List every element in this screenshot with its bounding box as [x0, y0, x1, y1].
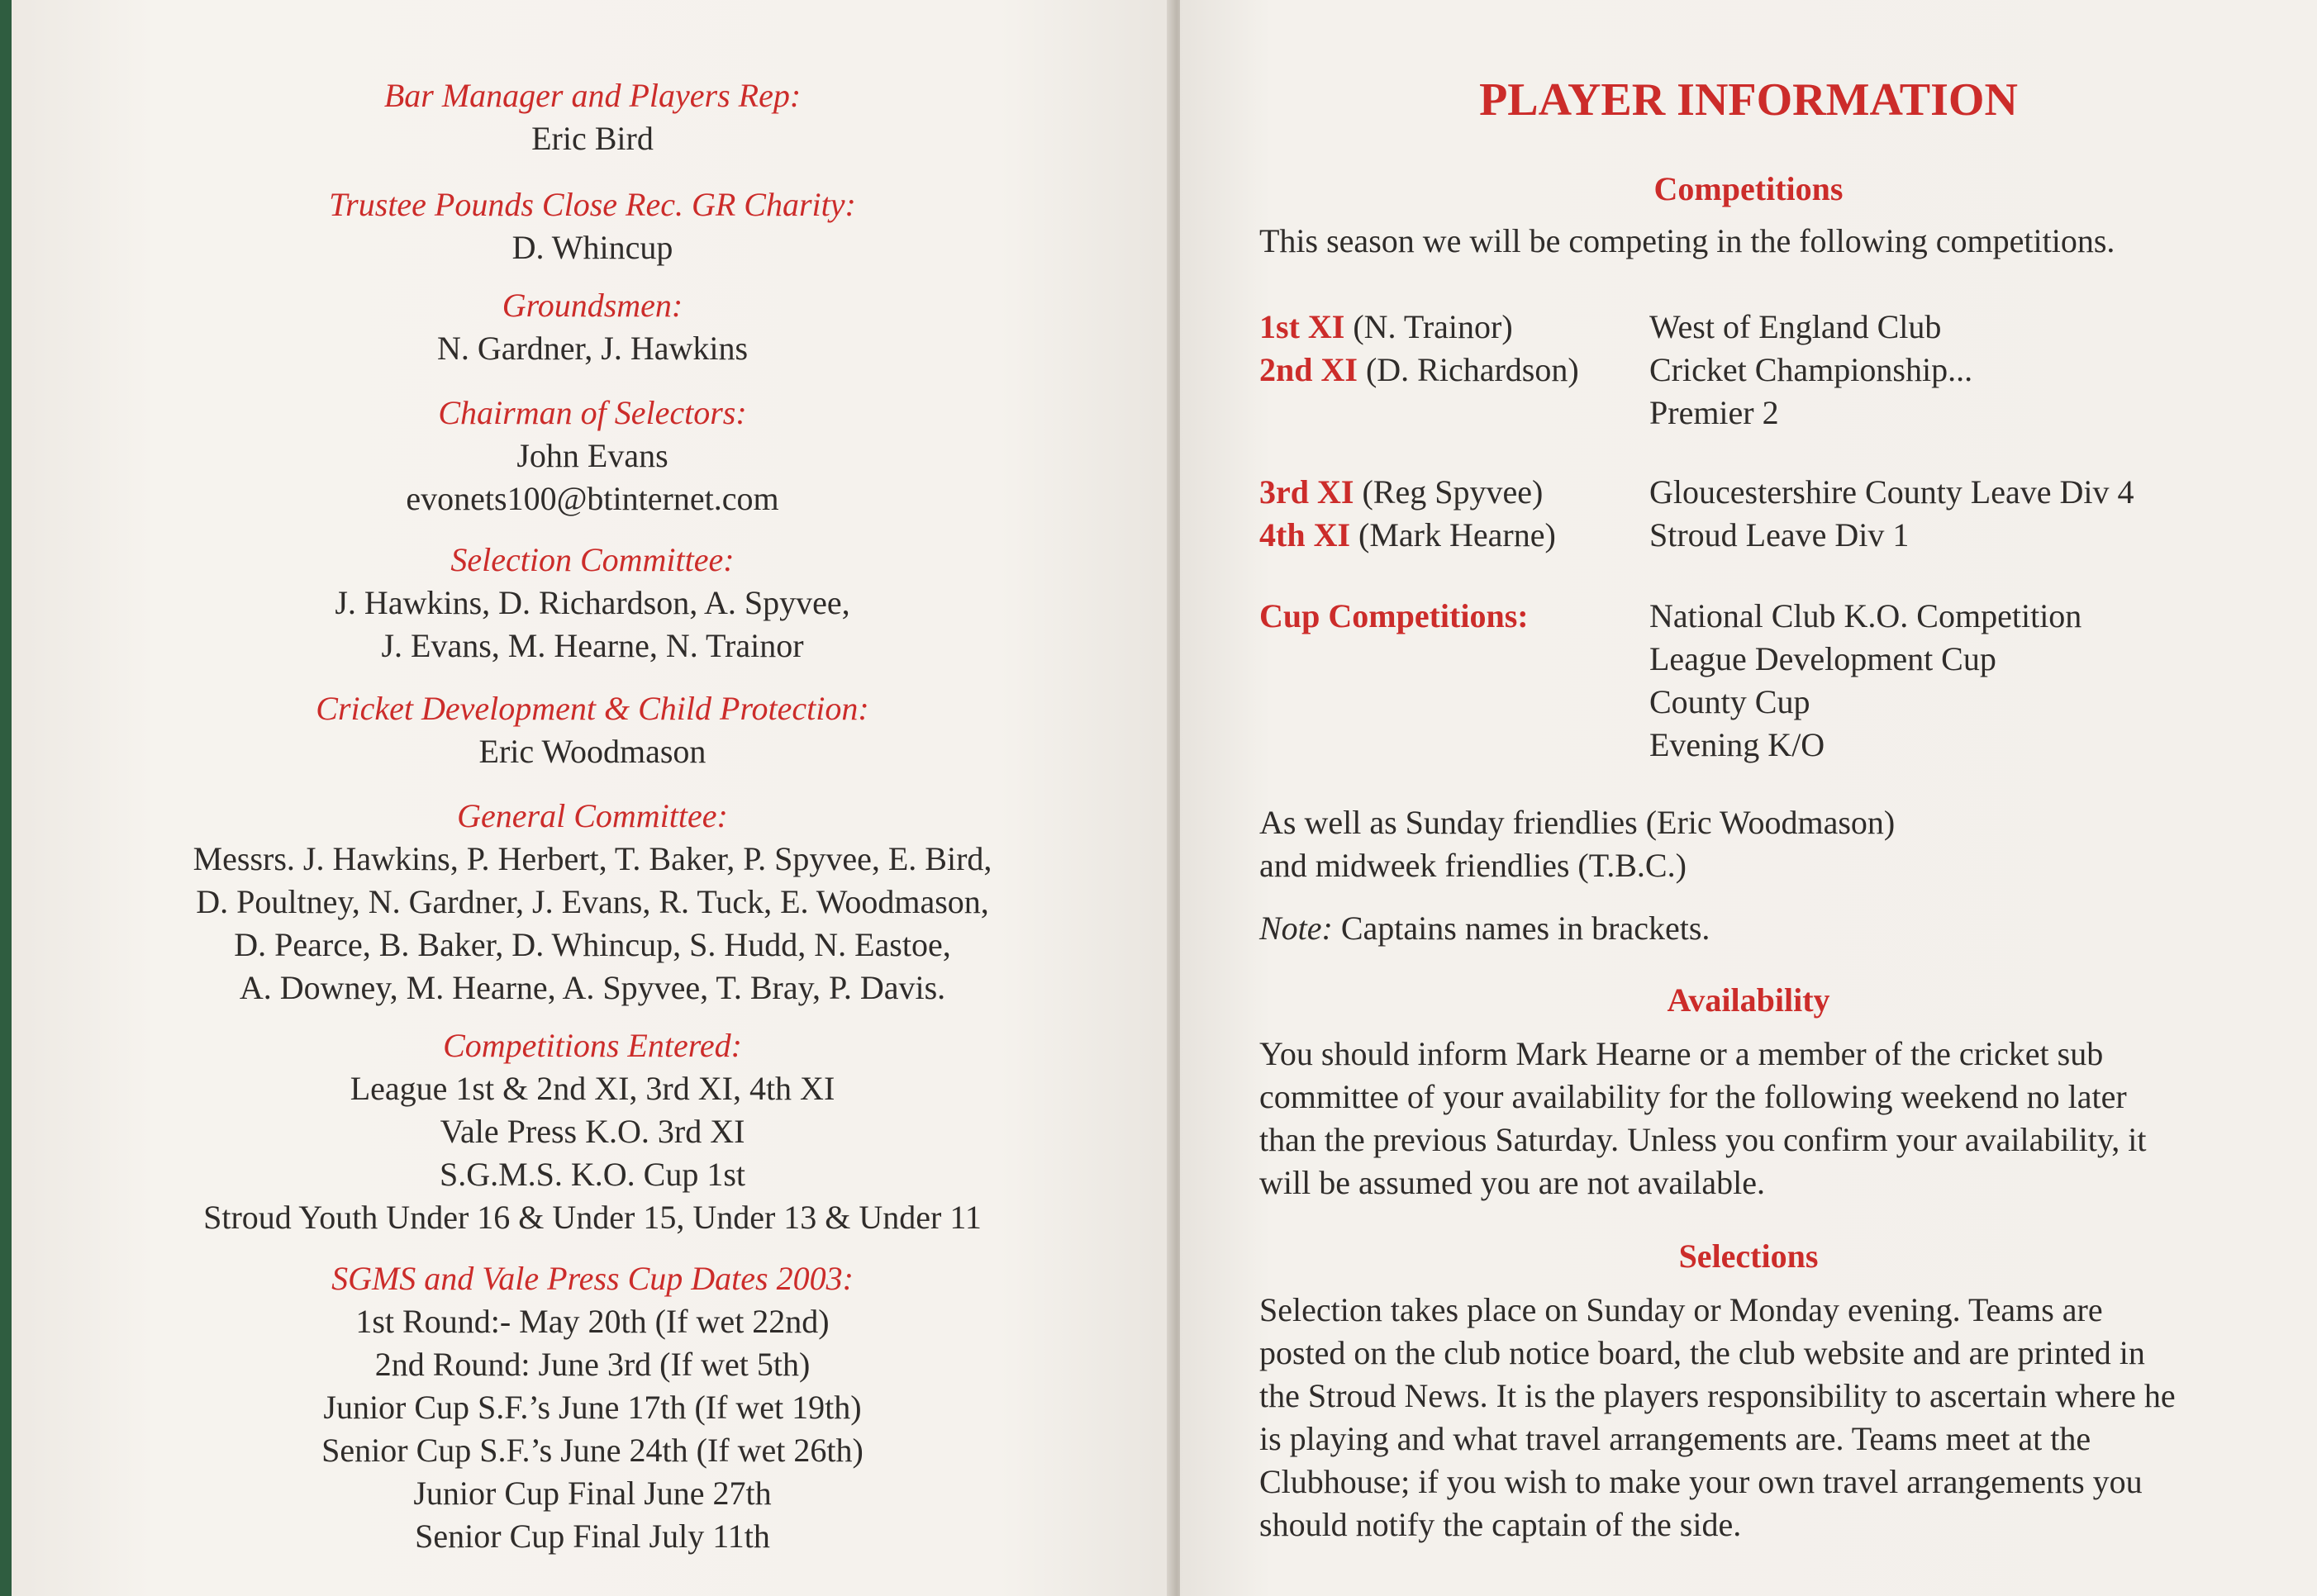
section-line: J. Evans, M. Hearne, N. Trainor — [381, 627, 804, 664]
section-bar-manager — [12, 74, 1173, 160]
availability-text — [1259, 1033, 2276, 1204]
section-cricket-development — [12, 687, 1173, 773]
section-line: Senior Cup Final July 11th — [415, 1518, 770, 1555]
section-line: D. Whincup — [511, 229, 673, 266]
section-line: D. Pearce, B. Baker, D. Whincup, S. Hudd, N. Eastoe, — [234, 926, 951, 963]
section-line: J. Hawkins, D. Richardson, A. Spyvee, — [335, 584, 850, 621]
selections-line: Selection takes place on Sunday or Monday evening. Teams are — [1259, 1291, 2103, 1328]
selections-line: should notify the captain of the side. — [1259, 1506, 1742, 1543]
availability-line: than the previous Saturday. Unless you confirm your availability, it — [1259, 1121, 2147, 1158]
page-title: PLAYER INFORMATION — [1479, 74, 2018, 126]
selections-line: posted on the club notice board, the club website and are printed in — [1259, 1334, 2145, 1371]
friendlies-line: and midweek friendlies (T.B.C.) — [1259, 847, 1687, 884]
team-list-a — [1259, 306, 1579, 392]
section-trustee — [12, 183, 1173, 269]
section-line: Junior Cup Final June 27th — [413, 1475, 772, 1512]
league-line: Cricket Championship... — [1649, 351, 1973, 388]
section-heading: Groundsmen: — [502, 287, 683, 324]
friendlies-text — [1259, 801, 2276, 887]
note-label: Note: — [1259, 910, 1333, 947]
friendlies-line: As well as Sunday friendlies (Eric Woodmason) — [1259, 804, 1896, 841]
section-line: 1st Round:- May 20th (If wet 22nd) — [355, 1303, 830, 1340]
selections-line: is playing and what travel arrangements are. Teams meet at the — [1259, 1420, 2091, 1457]
selections-line: the Stroud News. It is the players responsibility to ascertain where he — [1259, 1377, 2176, 1414]
selections-text — [1259, 1289, 2276, 1546]
section-line: Junior Cup S.F.’s June 17th (If wet 19th) — [323, 1389, 862, 1426]
section-heading: Trustee Pounds Close Rec. GR Charity: — [329, 186, 856, 223]
league-line: Gloucestershire County Leave Div 4 — [1649, 473, 2134, 511]
section-line: Stroud Youth Under 16 & Under 15, Under 13 & Under 11 — [203, 1199, 982, 1236]
team-name: 4th XI — [1259, 516, 1351, 553]
team-name: 3rd XI — [1259, 473, 1354, 511]
section-heading: Chairman of Selectors: — [438, 394, 747, 431]
section-cup-dates — [12, 1257, 1173, 1558]
section-heading: General Committee: — [457, 797, 728, 834]
availability-line: committee of your availability for the following weekend no later — [1259, 1078, 2127, 1115]
selections-line: Clubhouse; if you wish to make your own travel arrangements you — [1259, 1463, 2143, 1500]
section-line: Eric Woodmason — [478, 733, 707, 770]
league-line: Premier 2 — [1649, 394, 1779, 431]
section-line: S.G.M.S. K.O. Cup 1st — [439, 1156, 746, 1193]
team-captain: (Mark Hearne) — [1350, 516, 1556, 553]
team-name: 1st XI — [1259, 308, 1345, 345]
team-captain: (D. Richardson) — [1357, 351, 1579, 388]
section-groundsmen — [12, 284, 1173, 370]
cup-line: Evening K/O — [1649, 726, 1825, 763]
cup-list — [1649, 595, 2081, 767]
league-list-a — [1649, 306, 1972, 435]
team-row — [1259, 471, 1556, 514]
left-page — [12, 0, 1173, 1596]
competitions-intro: This season we will be competing in the following competitions. — [1259, 222, 2115, 259]
email-address: evonets100@btinternet.com — [406, 480, 779, 517]
section-general-committee — [12, 795, 1173, 1009]
team-captain: (Reg Spyvee) — [1354, 473, 1544, 511]
section-heading: Competitions Entered: — [443, 1027, 742, 1064]
league-line: Stroud Leave Div 1 — [1649, 516, 1910, 553]
team-row — [1259, 306, 1579, 349]
section-chairman-selectors — [12, 392, 1173, 520]
selections-heading: Selections — [1678, 1237, 1819, 1275]
competitions-heading: Competitions — [1653, 170, 1844, 207]
section-line: Eric Bird — [531, 120, 654, 157]
cup-line: County Cup — [1649, 683, 1810, 720]
section-line: Messrs. J. Hawkins, P. Herbert, T. Baker, P. Spyvee, E. Bird, — [193, 840, 992, 877]
section-line: League 1st & 2nd XI, 3rd XI, 4th XI — [350, 1070, 835, 1107]
league-line: West of England Club — [1649, 308, 1942, 345]
availability-line: You should inform Mark Hearne or a member of the cricket sub — [1259, 1035, 2104, 1072]
section-line: Vale Press K.O. 3rd XI — [440, 1113, 745, 1150]
captains-note — [1259, 907, 2276, 950]
cup-line: League Development Cup — [1649, 640, 1996, 677]
note-text: Captains names in brackets. — [1332, 910, 1710, 947]
section-heading: Bar Manager and Players Rep: — [383, 77, 802, 114]
cup-label: Cup Competitions: — [1259, 597, 1529, 634]
availability-heading: Availability — [1667, 981, 1830, 1019]
availability-line: will be assumed you are not available. — [1259, 1164, 1766, 1201]
section-heading: Cricket Development & Child Protection: — [316, 690, 869, 727]
team-name: 2nd XI — [1259, 351, 1358, 388]
section-heading: Selection Committee: — [450, 541, 735, 578]
league-list-b — [1649, 471, 2134, 557]
team-row — [1259, 514, 1556, 557]
section-line: John Evans — [516, 437, 668, 474]
section-heading: SGMS and Vale Press Cup Dates 2003: — [331, 1260, 854, 1297]
section-line: A. Downey, M. Hearne, A. Spyvee, T. Bray, P. Davis. — [239, 969, 946, 1006]
cup-line: National Club K.O. Competition — [1649, 597, 2082, 634]
section-line: 2nd Round: June 3rd (If wet 5th) — [374, 1346, 811, 1383]
section-line: Senior Cup S.F.’s June 24th (If wet 26th) — [321, 1432, 864, 1469]
section-line: N. Gardner, J. Hawkins — [436, 330, 749, 367]
cup-competitions-label — [1259, 595, 1529, 638]
team-row — [1259, 349, 1579, 392]
team-list-b — [1259, 471, 1556, 557]
section-competitions-entered — [12, 1024, 1173, 1239]
team-captain: (N. Trainor) — [1344, 308, 1513, 345]
section-selection-committee — [12, 539, 1173, 667]
section-line: D. Poultney, N. Gardner, J. Evans, R. Tuck, E. Woodmason, — [196, 883, 989, 920]
right-page — [1180, 0, 2317, 1596]
